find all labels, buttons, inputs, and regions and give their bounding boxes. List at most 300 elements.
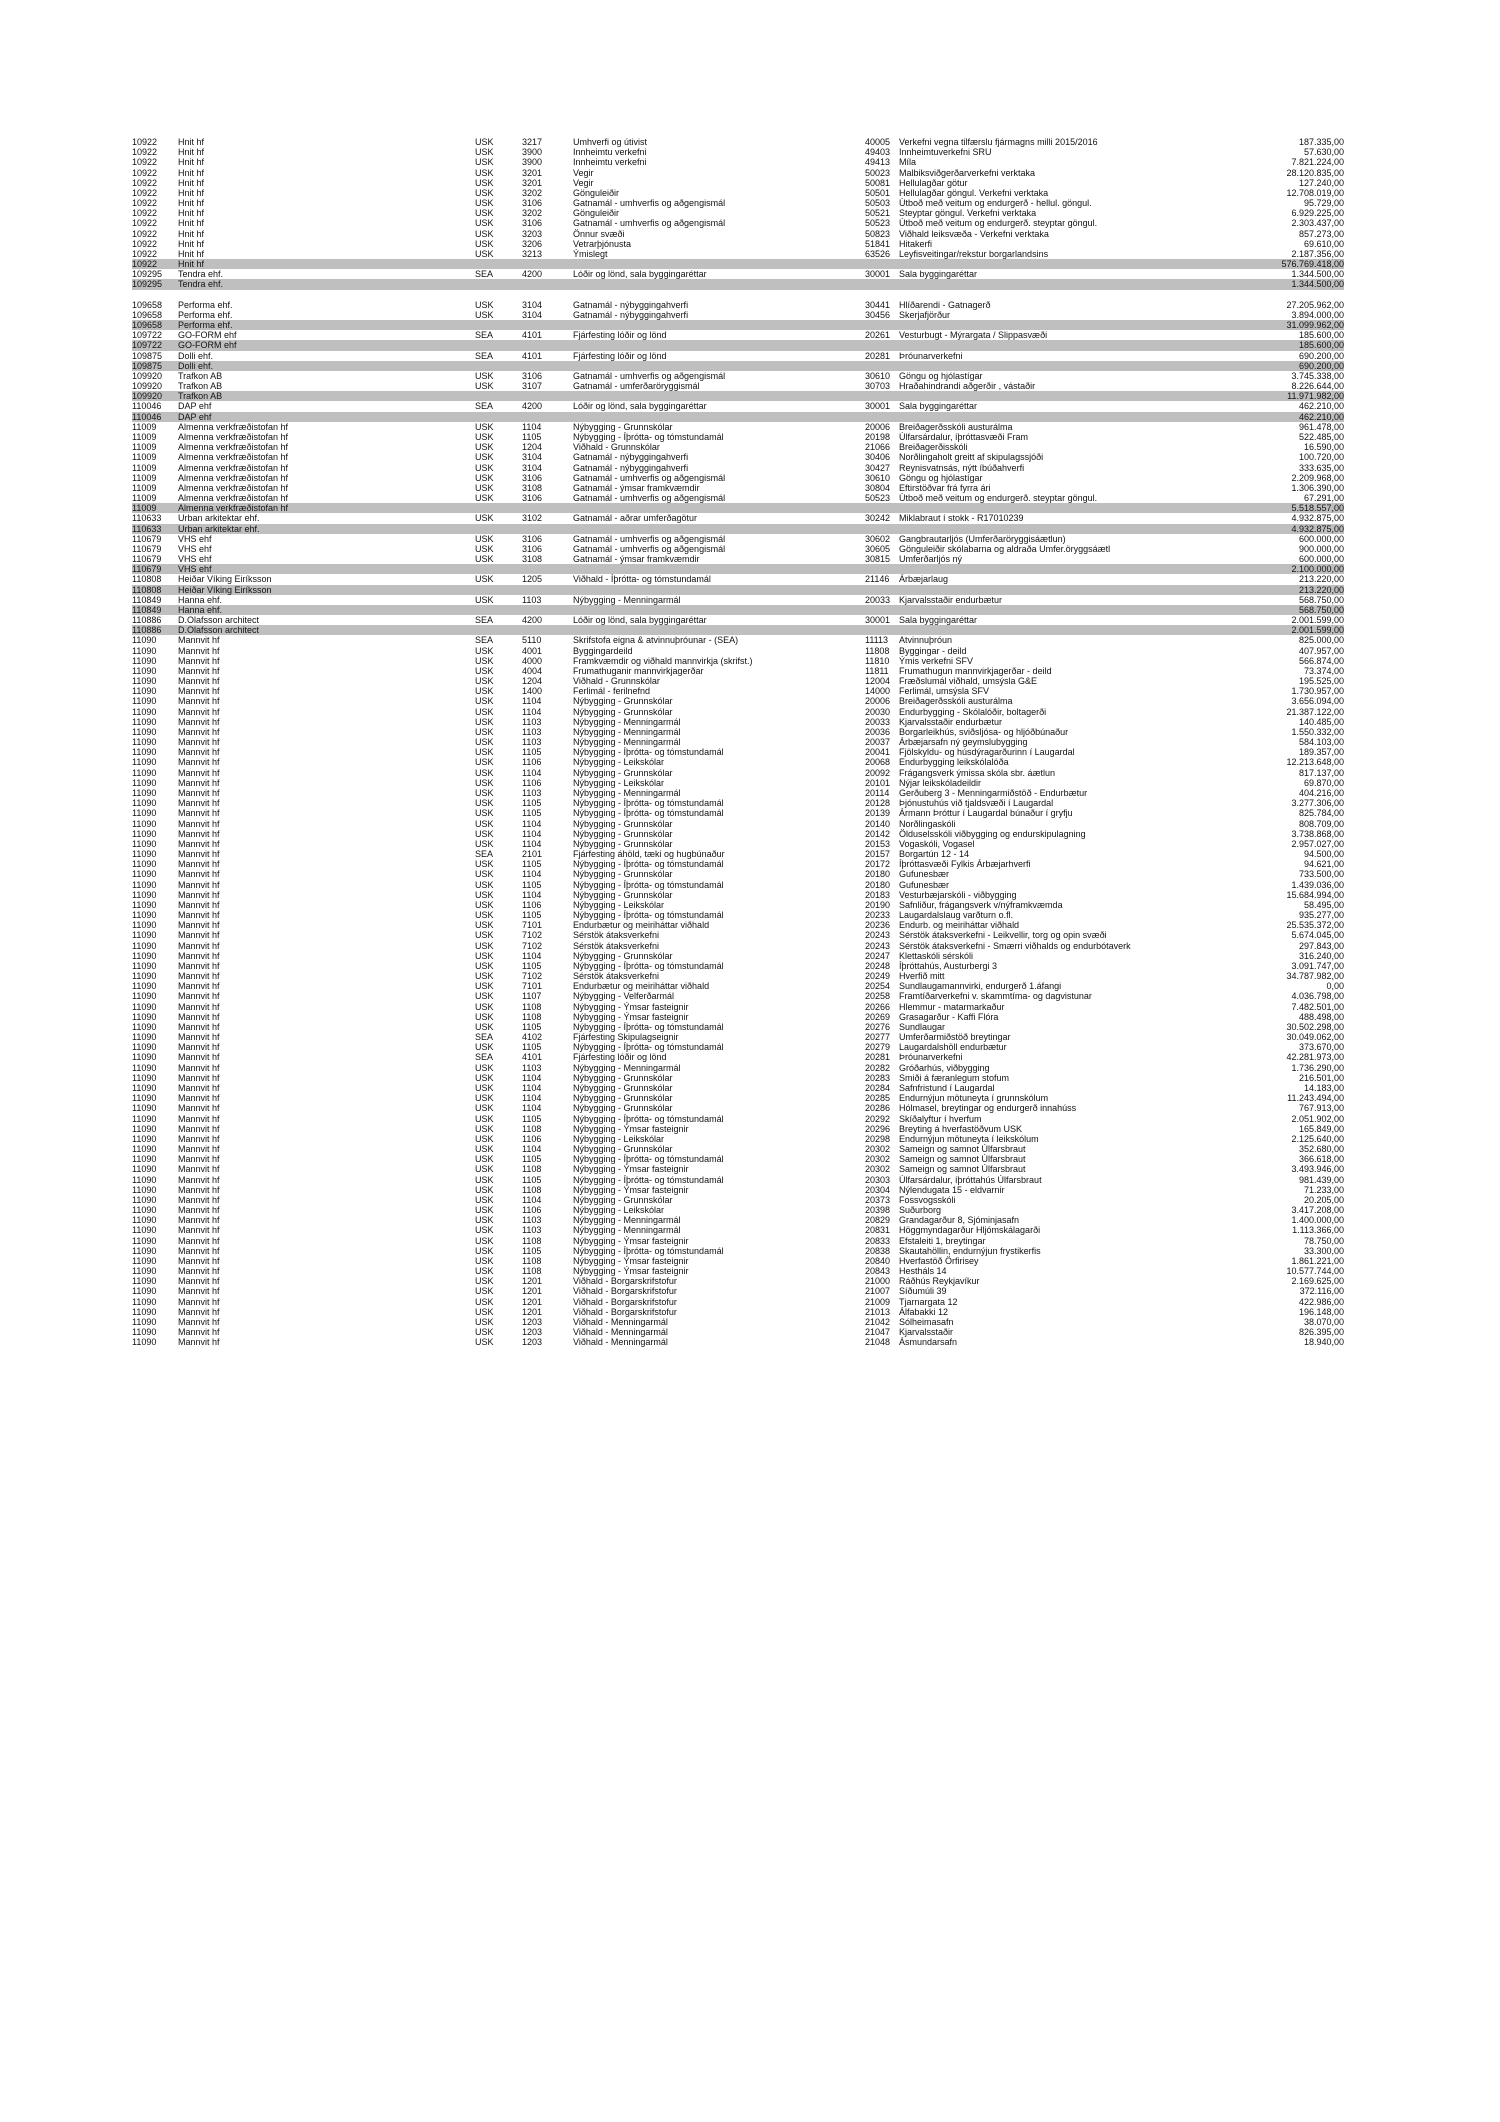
project-number-cell: 30815 [865, 554, 891, 565]
subtotal-row [132, 585, 1344, 595]
table-row [132, 900, 1344, 910]
table-row [132, 157, 1344, 167]
table-row [132, 1002, 1344, 1012]
table-row [132, 1337, 1344, 1347]
account-code-cell: 4200 [522, 401, 543, 412]
project-number-cell: 21007 [865, 1286, 891, 1297]
project-name-cell: Gönguleiðir skólabarna og aldraða Umfer.öryggsáætl [899, 543, 1111, 554]
account-code-cell: 1105 [522, 879, 542, 890]
vendor-name-cell: Mannvit hf [178, 1042, 220, 1053]
project-number-cell: 20373 [865, 1194, 891, 1205]
project-number-cell: 11113 [865, 635, 889, 646]
table-row [132, 1083, 1344, 1093]
table-row [132, 208, 1344, 218]
department-cell: USK [475, 1255, 494, 1266]
project-number-cell: 14000 [865, 686, 891, 697]
vendor-id-cell: 11090 [132, 879, 157, 890]
vendor-id-cell: 11009 [132, 452, 157, 463]
department-cell: USK [475, 208, 494, 219]
account-code-cell: 1105 [522, 1021, 542, 1032]
category-cell: Nýbygging - Velferðarmál [573, 991, 675, 1002]
vendor-id-cell: 11090 [132, 1306, 157, 1317]
project-name-cell: Vogaskóli, Vogasel [899, 838, 975, 849]
project-name-cell: Skautahöllin, endurnýjun frystikerfis [899, 1245, 1041, 1256]
department-cell: USK [475, 513, 494, 524]
vendor-name-cell: Mannvit hf [178, 940, 220, 951]
project-number-cell: 30001 [865, 615, 891, 626]
category-cell: Nýbygging - Íþrótta- og tómstundamál [573, 808, 724, 819]
table-row [132, 1063, 1344, 1073]
amount-cell: 373.670,00 [1298, 1042, 1344, 1053]
amount-cell: 961.478,00 [1298, 421, 1344, 432]
table-row [132, 615, 1344, 625]
amount-cell: 407.957,00 [1298, 645, 1344, 656]
project-number-cell: 20183 [865, 889, 891, 900]
amount-cell: 8.226.644,00 [1291, 381, 1344, 392]
department-cell: USK [475, 1103, 494, 1114]
account-code-cell: 1104 [522, 421, 542, 432]
category-cell: Gatnamál - nýbyggingahverfi [573, 309, 689, 320]
department-cell: USK [475, 482, 494, 493]
table-row [132, 768, 1344, 778]
amount-cell: 1.550.332,00 [1291, 726, 1344, 737]
table-row [132, 1327, 1344, 1337]
department-cell: USK [475, 1062, 494, 1073]
account-code-cell: 1108 [522, 1255, 542, 1266]
project-number-cell: 20249 [865, 971, 891, 982]
amount-cell: 127.240,00 [1298, 177, 1344, 188]
category-cell: Viðhald - Menningarmál [573, 1327, 668, 1338]
project-number-cell: 30427 [865, 462, 891, 473]
amount-cell: 422.986,00 [1298, 1296, 1344, 1307]
department-cell: USK [475, 472, 494, 483]
vendor-name-cell: Heiðar Víking Eiríksson [178, 584, 272, 595]
vendor-id-cell: 11009 [132, 442, 157, 453]
account-code-cell: 1104 [522, 1103, 542, 1114]
table-row [132, 473, 1344, 483]
project-name-cell: Borgarleikhús, sviðsljósa- og hljóðbúnaður [899, 726, 1069, 737]
amount-cell: 20.205,00 [1303, 1194, 1344, 1205]
category-cell: Innheimtu verkefni [573, 147, 647, 158]
category-cell: Gatnamál - umhverfis og aðgengismál [573, 370, 726, 381]
account-code-cell: 1105 [522, 431, 542, 442]
project-name-cell: Kjarvalsstaðir endurbætur [899, 594, 1003, 605]
department-cell: USK [475, 726, 494, 737]
account-code-cell: 1104 [522, 950, 542, 961]
department-cell: USK [475, 248, 494, 259]
account-code-cell: 5110 [522, 635, 542, 646]
vendor-id-cell: 11090 [132, 1276, 157, 1287]
department-cell: USK [475, 493, 494, 504]
project-number-cell: 20285 [865, 1093, 891, 1104]
project-number-cell: 20284 [865, 1082, 891, 1093]
vendor-name-cell: Mannvit hf [178, 1255, 220, 1266]
table-row [132, 544, 1344, 554]
project-name-cell: Efstaleiti 1, breytingar [899, 1235, 986, 1246]
table-row [132, 432, 1344, 442]
project-name-cell: Grandagarður 8, Sjóminjasafn [899, 1215, 1020, 1226]
project-name-cell: Frumathugun mannvirkjagerðar - deild [899, 665, 1052, 676]
project-number-cell: 20269 [865, 1011, 891, 1022]
account-code-cell: 1103 [522, 1225, 542, 1236]
amount-cell: 69.610,00 [1303, 238, 1344, 249]
department-cell: USK [475, 910, 494, 921]
account-code-cell: 1104 [522, 1082, 542, 1093]
table-row [132, 513, 1344, 523]
vendor-name-cell: Mannvit hf [178, 1062, 220, 1073]
project-number-cell: 21047 [865, 1327, 891, 1338]
account-code-cell: 1106 [522, 899, 542, 910]
department-cell: USK [475, 828, 494, 839]
vendor-name-cell: Mannvit hf [178, 1225, 220, 1236]
account-code-cell: 4000 [522, 655, 543, 666]
project-name-cell: Úlfarsárdalur, íþróttahús Úlfarsbraut [899, 1174, 1042, 1185]
amount-cell: 366.618,00 [1298, 1154, 1344, 1165]
vendor-id-cell: 11090 [132, 747, 157, 758]
project-number-cell: 20258 [865, 991, 891, 1002]
table-row [132, 1052, 1344, 1062]
category-cell: Nýbygging - Íþrótta- og tómstundamál [573, 431, 724, 442]
amount-cell: 185.600,00 [1298, 340, 1344, 351]
project-name-cell: Umferðarljós ný [899, 554, 963, 565]
vendor-name-cell: Mannvit hf [178, 788, 220, 798]
project-number-cell: 20190 [865, 899, 891, 910]
vendor-name-cell: Mannvit hf [178, 910, 220, 921]
vendor-name-cell: Mannvit hf [178, 676, 220, 687]
vendor-name-cell: Mannvit hf [178, 1174, 220, 1185]
vendor-name-cell: Performa ehf. [178, 309, 233, 320]
category-cell: Lóðir og lönd, sala byggingaréttar [573, 269, 707, 280]
project-number-cell: 30441 [865, 299, 891, 310]
category-cell: Sérstök átaksverkefni [573, 940, 660, 951]
vendor-name-cell: Mannvit hf [178, 828, 220, 839]
table-row [132, 1154, 1344, 1164]
table-row [132, 808, 1344, 818]
project-name-cell: Laugardalshöll endurbætur [899, 1042, 1007, 1053]
project-name-cell: Höggmyndagarður Hljómskálagarði [899, 1225, 1041, 1236]
table-row [132, 737, 1344, 747]
account-code-cell: 1201 [522, 1286, 543, 1297]
project-name-cell: Skerjafjörður [899, 309, 951, 320]
project-name-cell: Úlfarsárdalur, íþróttasvæði Fram [899, 431, 1029, 442]
category-cell: Fjárfesting áhöld, tæki og hugbúnaður [573, 849, 725, 860]
account-code-cell: 4200 [522, 269, 543, 280]
project-number-cell: 20236 [865, 920, 891, 931]
vendor-id-cell: 11090 [132, 635, 157, 646]
project-number-cell: 20198 [865, 431, 891, 442]
table-row [132, 1225, 1344, 1235]
vendor-name-cell: Mannvit hf [178, 869, 220, 880]
category-cell: Gönguleiðir [573, 208, 620, 219]
amount-cell: 95.729,00 [1303, 198, 1344, 209]
table-row [132, 798, 1344, 808]
category-cell: Vegir [573, 177, 594, 188]
vendor-id-cell: 11090 [132, 726, 157, 737]
vendor-id-cell: 11090 [132, 869, 157, 880]
amount-cell: 30.502.298,00 [1286, 1021, 1344, 1032]
project-name-cell: Endurbygging - Skólalóðir, boltagerði [899, 706, 1047, 717]
vendor-name-cell: Mannvit hf [178, 1245, 220, 1256]
department-cell: USK [475, 574, 494, 585]
subtotal-row [132, 340, 1344, 350]
department-cell: USK [475, 981, 494, 992]
project-number-cell: 20266 [865, 1001, 891, 1012]
project-number-cell: 20153 [865, 838, 891, 849]
department-cell: USK [475, 676, 494, 687]
vendor-id-cell: 11090 [132, 960, 157, 971]
vendor-id-cell: 11090 [132, 645, 157, 656]
vendor-id-cell: 11090 [132, 899, 157, 910]
amount-cell: 16.590,00 [1303, 442, 1344, 453]
category-cell: Gatnamál - umhverfis og aðgengismál [573, 198, 726, 209]
project-number-cell: 20302 [865, 1164, 891, 1175]
vendor-name-cell: Hnit hf [178, 157, 205, 168]
amount-cell: 140.485,00 [1298, 716, 1344, 727]
project-number-cell: 50081 [865, 177, 891, 188]
vendor-name-cell: Mannvit hf [178, 1103, 220, 1114]
department-cell: USK [475, 594, 494, 605]
amount-cell: 690.200,00 [1298, 350, 1344, 361]
amount-cell: 404.216,00 [1298, 788, 1344, 798]
table-row [132, 269, 1344, 279]
project-name-cell: Hellulagðar götur [899, 177, 968, 188]
department-cell: SEA [475, 849, 494, 860]
vendor-id-cell: 11009 [132, 503, 157, 514]
table-row [132, 849, 1344, 859]
vendor-name-cell: Hnit hf [178, 167, 205, 178]
account-code-cell: 1103 [522, 1215, 542, 1226]
department-cell: USK [475, 177, 494, 188]
vendor-name-cell: Hnit hf [178, 147, 205, 158]
category-cell: Fjárfesting Skipulagseignir [573, 1032, 679, 1043]
project-number-cell: 20243 [865, 940, 891, 951]
vendor-id-cell: 10922 [132, 238, 158, 249]
category-cell: Viðhald - Grunnskólar [573, 676, 660, 687]
project-number-cell: 20838 [865, 1245, 891, 1256]
vendor-name-cell: Mannvit hf [178, 1082, 220, 1093]
project-name-cell: Fjölskyldu- og húsdýragarðurinn í Laugardal [899, 747, 1075, 758]
project-name-cell: Ýmis verkefni SFV [899, 655, 974, 666]
vendor-id-cell: 11090 [132, 859, 157, 870]
amount-cell: 1.861.221,00 [1291, 1255, 1344, 1266]
account-code-cell: 1201 [522, 1306, 543, 1317]
vendor-name-cell: Mannvit hf [178, 930, 220, 941]
vendor-name-cell: Mannvit hf [178, 1266, 220, 1277]
table-row [132, 1175, 1344, 1185]
vendor-id-cell: 11090 [132, 808, 157, 819]
amount-cell: 73.374,00 [1303, 665, 1344, 676]
account-code-cell: 3213 [522, 248, 543, 259]
vendor-name-cell: Mannvit hf [178, 808, 220, 819]
account-code-cell: 4200 [522, 615, 543, 626]
account-code-cell: 1108 [522, 1184, 542, 1195]
department-cell: USK [475, 1205, 494, 1216]
table-row [132, 778, 1344, 788]
vendor-id-cell: 11090 [132, 1001, 157, 1012]
table-row [132, 747, 1344, 757]
table-row [132, 188, 1344, 198]
amount-cell: 196.148,00 [1298, 1306, 1344, 1317]
amount-cell: 57.630,00 [1303, 147, 1344, 158]
project-number-cell: 63526 [865, 248, 891, 259]
amount-cell: 5.674.045,00 [1291, 930, 1344, 941]
account-code-cell: 1203 [522, 1337, 543, 1348]
department-cell: USK [475, 930, 494, 941]
department-cell: USK [475, 137, 494, 147]
account-code-cell: 3201 [522, 167, 543, 178]
vendor-id-cell: 11090 [132, 1082, 157, 1093]
category-cell: Nýbygging - Grunnskólar [573, 818, 673, 829]
vendor-name-cell: Trafkon AB [178, 370, 223, 381]
project-number-cell: 20247 [865, 950, 891, 961]
category-cell: Gatnamál - umhverfis og aðgengismál [573, 218, 726, 229]
account-code-cell: 4101 [522, 350, 543, 361]
account-code-cell: 3104 [522, 309, 543, 320]
vendor-id-cell: 11090 [132, 981, 157, 992]
category-cell: Endurbætur og meiriháttar viðhald [573, 981, 710, 992]
project-number-cell: 21013 [865, 1306, 891, 1317]
project-name-cell: Leyfisveitingar/rekstur borgarlandsins [899, 248, 1049, 259]
project-number-cell: 30001 [865, 401, 891, 412]
vendor-name-cell: Hanna ehf. [178, 594, 223, 605]
project-name-cell: Sérstök átaksverkefni - Leikvellir, torg og opin svæði [899, 930, 1107, 941]
amount-cell: 165.849,00 [1298, 1123, 1344, 1134]
project-name-cell: Síðumúli 39 [899, 1286, 947, 1297]
project-name-cell: Þróunarverkefni [899, 350, 963, 361]
department-cell: USK [475, 940, 494, 951]
category-cell: Gönguleiðir [573, 187, 620, 198]
category-cell: Nýbygging - Menningarmál [573, 1215, 681, 1226]
table-row [132, 1032, 1344, 1042]
project-number-cell: 21048 [865, 1337, 891, 1348]
project-number-cell: 20286 [865, 1103, 891, 1114]
account-code-cell: 7101 [522, 920, 543, 931]
project-number-cell: 20142 [865, 828, 891, 839]
vendor-name-cell: Hnit hf [178, 228, 205, 239]
department-cell: USK [475, 1286, 494, 1297]
project-number-cell: 30605 [865, 543, 891, 554]
amount-cell: 2.001.599,00 [1291, 615, 1344, 626]
category-cell: Nýbygging - Grunnskólar [573, 1072, 673, 1083]
vendor-id-cell: 11090 [132, 1184, 157, 1195]
amount-cell: 297.843,00 [1298, 940, 1344, 951]
category-cell: Skrifstofa eigna & atvinnuþróunar - (SEA) [573, 635, 739, 646]
department-cell: USK [475, 431, 494, 442]
account-code-cell: 1103 [522, 788, 542, 798]
category-cell: Gatnamál - umhverfis og aðgengismál [573, 533, 726, 544]
vendor-name-cell: Mannvit hf [178, 1296, 220, 1307]
category-cell: Byggingardeild [573, 645, 633, 656]
project-number-cell: 20296 [865, 1123, 891, 1134]
account-code-cell: 1104 [522, 1144, 542, 1155]
project-number-cell: 50023 [865, 167, 891, 178]
vendor-name-cell: Hnit hf [178, 238, 205, 249]
vendor-name-cell: Trafkon AB [178, 391, 223, 402]
category-cell: Gatnamál - nýbyggingahverfi [573, 452, 689, 463]
amount-cell: 352.680,00 [1298, 1144, 1344, 1155]
table-row [132, 218, 1344, 228]
table-row [132, 951, 1344, 961]
category-cell: Nýbygging - Ýmsar fasteignir [573, 1184, 689, 1195]
account-code-cell: 1103 [522, 726, 542, 737]
project-name-cell: Malbiksviðgerðarverkefni verktaka [899, 167, 1036, 178]
amount-cell: 3.738.868,00 [1291, 828, 1344, 839]
amount-cell: 213.220,00 [1298, 584, 1344, 595]
vendor-id-cell: 11090 [132, 828, 157, 839]
project-name-cell: Gufunesbær [899, 869, 950, 880]
amount-cell: 2.187.356,00 [1291, 248, 1344, 259]
table-row [132, 1073, 1344, 1083]
project-name-cell: Nýlendugata 15 - eldvarnir [899, 1184, 1005, 1195]
vendor-name-cell: D.Olafsson architect [178, 625, 260, 636]
department-cell: USK [475, 1327, 494, 1338]
vendor-name-cell: Almenna verkfræðistofan hf [178, 472, 289, 483]
department-cell: USK [475, 452, 494, 463]
department-cell: USK [475, 1042, 494, 1053]
amount-cell: 100.720,00 [1298, 452, 1344, 463]
vendor-name-cell: Mannvit hf [178, 859, 220, 870]
account-code-cell: 1105 [522, 859, 542, 870]
department-cell: USK [475, 1154, 494, 1165]
vendor-id-cell: 109658 [132, 299, 163, 310]
vendor-id-cell: 11090 [132, 889, 157, 900]
table-row [132, 819, 1344, 829]
category-cell: Nýbygging - Íþrótta- og tómstundamál [573, 747, 724, 758]
project-name-cell: Hlíðarendi - Gatnagerð [899, 299, 991, 310]
subtotal-row [132, 564, 1344, 574]
category-cell: Viðhald - Borgarskrifstofur [573, 1306, 677, 1317]
table-row [132, 991, 1344, 1001]
account-code-cell: 1104 [522, 838, 542, 849]
category-cell: Gatnamál - aðrar umferðagötur [573, 513, 698, 524]
project-name-cell: Endurnýjun mötuneyta í leikskólum [899, 1133, 1039, 1144]
amount-cell: 566.874,00 [1298, 655, 1344, 666]
project-name-cell: Álfabakki 12 [899, 1306, 949, 1317]
category-cell: Vegir [573, 167, 594, 178]
vendor-id-cell: 10922 [132, 187, 158, 198]
amount-cell: 7.821.224,00 [1291, 157, 1344, 168]
category-cell: Nýbygging - Grunnskólar [573, 706, 673, 717]
project-name-cell: Byggingar - deild [899, 645, 967, 656]
subtotal-row [132, 320, 1344, 330]
account-code-cell: 1103 [522, 594, 542, 605]
department-cell: USK [475, 798, 494, 809]
vendor-name-cell: Heiðar Víking Eiríksson [178, 574, 272, 585]
vendor-id-cell: 11090 [132, 1011, 157, 1022]
amount-cell: 825.784,00 [1298, 808, 1344, 819]
vendor-id-cell: 11090 [132, 665, 157, 676]
table-row [132, 371, 1344, 381]
department-cell: SEA [475, 350, 494, 361]
blank-row [132, 290, 1344, 300]
table-row [132, 1205, 1344, 1215]
vendor-name-cell: Mannvit hf [178, 1144, 220, 1155]
department-cell: USK [475, 767, 494, 778]
subtotal-row [132, 391, 1344, 401]
vendor-name-cell: Hnit hf [178, 187, 205, 198]
vendor-name-cell: Mannvit hf [178, 696, 220, 707]
category-cell: Nýbygging - Íþrótta- og tómstundamál [573, 1154, 724, 1165]
table-row [132, 1246, 1344, 1256]
account-code-cell: 7101 [522, 981, 543, 992]
project-name-cell: Kjarvalsstaðir [899, 1327, 954, 1338]
project-name-cell: Gangbrautarljós (Umferðaröryggisáætlun) [899, 533, 1066, 544]
vendor-name-cell: Mannvit hf [178, 818, 220, 829]
table-row [132, 1215, 1344, 1225]
department-cell: USK [475, 777, 494, 788]
amount-cell: 18.940,00 [1303, 1337, 1344, 1348]
amount-cell: 3.745.338,00 [1291, 370, 1344, 381]
